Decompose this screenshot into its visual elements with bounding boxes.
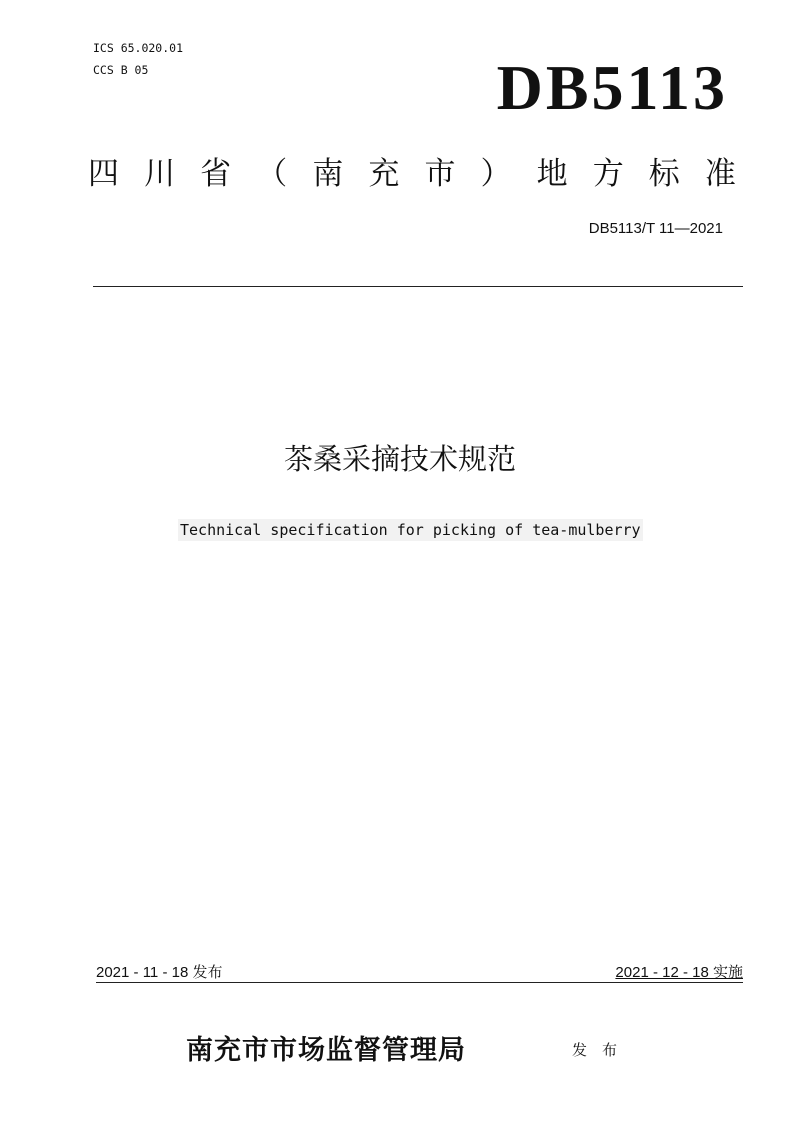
ics-code: ICS 65.020.01 xyxy=(93,41,184,55)
effective-date: 2021 - 12 - 18 实施 xyxy=(615,964,743,981)
standard-title-char: 四 xyxy=(88,156,119,191)
standard-title-char: （ xyxy=(256,156,288,191)
standard-title-char: ） xyxy=(480,156,512,191)
standard-title-char: 准 xyxy=(704,156,736,191)
standard-title-char: 标 xyxy=(648,156,680,191)
issuer-name: 南充市市场监督管理局 xyxy=(186,1035,466,1065)
standard-title-char: 省 xyxy=(200,156,232,191)
standard-title-char: 方 xyxy=(592,156,624,191)
standard-number: DB5113/T 11—2021 xyxy=(588,220,723,237)
standard-title xyxy=(88,152,736,196)
document-subtitle: Technical specification for picking of tea-mulberry xyxy=(180,521,641,539)
standard-code: DB5113 xyxy=(496,52,728,123)
publish-date: 2021 - 11 - 18 发布 xyxy=(96,964,223,981)
issued-label: 发布 xyxy=(572,1042,633,1059)
standard-title-char: 地 xyxy=(536,156,568,191)
standard-title-char: 充 xyxy=(368,156,400,191)
standard-title-char: 市 xyxy=(424,156,456,191)
document-title: 茶桑采摘技术规范 xyxy=(283,444,516,476)
standard-title-char: 南 xyxy=(312,156,344,191)
standard-title-char: 川 xyxy=(144,156,176,191)
footer-divider xyxy=(96,982,743,983)
ccs-code: CCS B 05 xyxy=(93,63,149,77)
header-divider xyxy=(93,286,743,287)
